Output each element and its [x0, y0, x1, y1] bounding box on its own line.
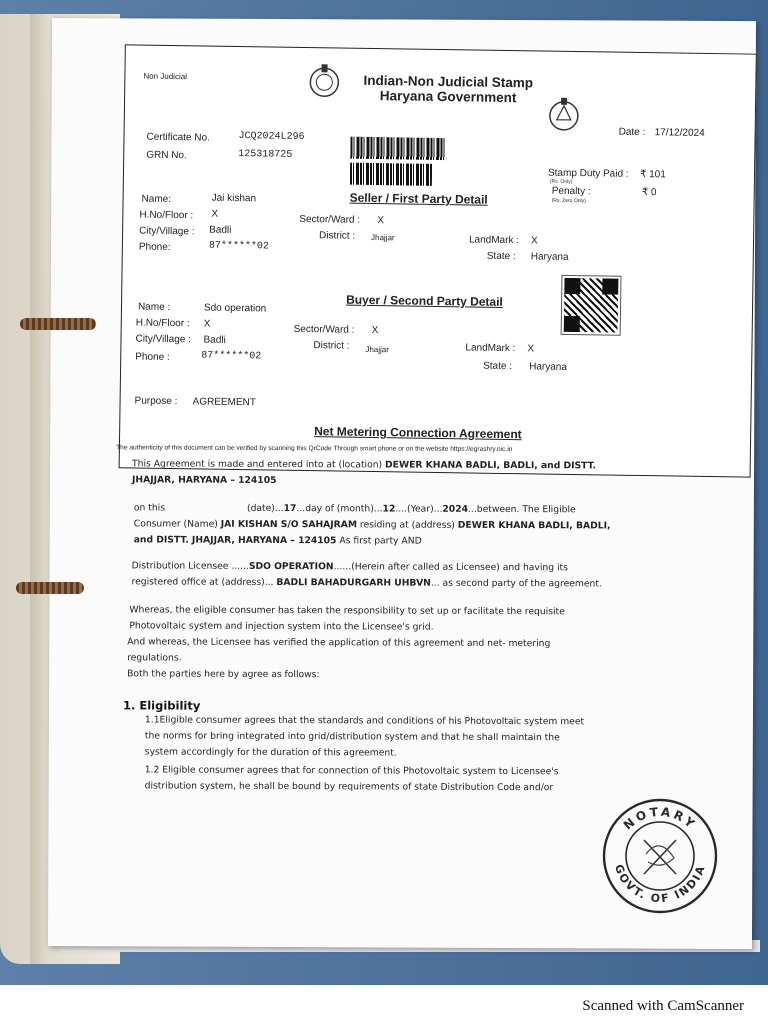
stamp-title-line1: Indian-Non Judicial Stamp — [363, 72, 534, 91]
seller-phone: 87******02 — [208, 240, 269, 253]
grn-label: GRN No. — [146, 149, 187, 162]
stamp-title — [353, 73, 543, 106]
binder-ring-top — [20, 318, 96, 330]
buyer-landmark-label: LandMark : — [465, 342, 516, 355]
buyer-sector: X — [371, 325, 379, 337]
buyer-landmark: X — [527, 343, 535, 355]
svg-text:GOVT. OF INDIA — [612, 863, 708, 906]
barcode-1 — [350, 137, 446, 160]
buyer-city: Badli — [203, 334, 226, 346]
purpose-label: Purpose : — [134, 395, 178, 408]
qr-code — [562, 276, 621, 335]
clause-1-1-line-3: system accordingly for the duration of this agreement. — [144, 746, 397, 759]
buyer-hno: X — [203, 318, 211, 330]
body-line-4: Consumer (Name) JAI KISHAN S/O SAHAJRAM residing at (address) DEWER KHANA BADLI, BADLI, — [133, 518, 611, 532]
seller-city: Badli — [209, 224, 232, 236]
seller-landmark-label: LandMark : — [468, 234, 520, 247]
date-label: Date : — [618, 126, 646, 139]
duty-value: ₹ 101 — [639, 168, 666, 181]
svg-text:NOTARY — [621, 805, 700, 833]
stamp-title-line2: Haryana Government — [379, 88, 517, 106]
seller-name-label: Name: — [141, 193, 172, 206]
seller-phone-label: Phone: — [138, 241, 171, 254]
seller-name: Jai kishan — [211, 192, 257, 205]
buyer-state-label: State : — [483, 360, 513, 373]
seller-district: Jhajjar — [370, 232, 395, 243]
clause-1-1-line-1: 1.1Eligible consumer agrees that the standards and conditions of his Photovoltaic system meet — [144, 714, 585, 728]
seller-hno: X — [211, 208, 219, 220]
buyer-name: Sdo operation — [203, 302, 267, 315]
haryana-emblem-icon — [547, 96, 582, 135]
body-line-7: registered office at (address)... BADLI BAHADURGARH UHBVN... as second party of the agreement. — [131, 576, 602, 590]
buyer-section-title: Buyer / Second Party Detail — [346, 292, 503, 309]
seller-district-label: District : — [318, 230, 356, 242]
buyer-name-label: Name : — [137, 301, 171, 314]
clause-1-2-line-1: 1.2 Eligible consumer agrees that for connection of this Photovoltaic system to Licensee's — [144, 764, 559, 778]
buyer-city-label: City/Village : — [135, 333, 191, 346]
duty-label: Stamp Duty Paid : — [547, 167, 629, 180]
clause-1-1-line-2: the norms for bring integrated into grid/distribution system and that he shall maintain the — [144, 730, 560, 744]
buyer-hno-label: H.No/Floor : — [135, 317, 190, 330]
barcode-2 — [350, 163, 432, 186]
penalty-label: Penalty : — [551, 185, 591, 198]
notary-top-text: NOTARY — [620, 804, 700, 833]
grn-value: 125318725 — [238, 149, 293, 161]
body-line-8: Whereas, the eligible consumer has taken the responsibility to set up or facilitate the requisite — [129, 604, 565, 618]
buyer-phone-label: Phone : — [135, 351, 170, 364]
buyer-phone: 87******02 — [201, 350, 262, 363]
agreement-title: Net Metering Connection Agreement — [314, 424, 522, 442]
seller-state-label: State : — [486, 250, 516, 263]
body-line-1: This Agreement is made and entered into at (location) DEWER KHANA BADLI, BADLI, and DISTT. — [132, 458, 597, 472]
certificate-value: JCQ2024L296 — [238, 131, 305, 143]
body-line-9: Photovoltaic system and injection system into the Licensee's grid. — [129, 620, 434, 633]
body-line-11: regulations. — [127, 652, 182, 664]
notary-seal-icon — [600, 796, 720, 916]
binder-ring-bottom — [16, 582, 84, 594]
body-line-12: Both the parties here by agree as follows: — [127, 668, 320, 681]
stamp-paper-header — [119, 44, 757, 477]
notary-bottom-text: GOVT. OF INDIA — [611, 862, 709, 906]
folder-spine — [30, 14, 50, 964]
buyer-district-label: District : — [313, 340, 350, 352]
body-line-3: on this (date)...17...day of (month)...12....(Year)...2024...between. The Eligible — [133, 502, 576, 516]
date-value: 17/12/2024 — [654, 127, 705, 139]
body-line-6: Distribution Licensee ......SDO OPERATION......(Herein after called as Licensee) and having its — [131, 560, 568, 574]
penalty-sub: (Rs. Zero Only) — [551, 197, 586, 205]
buyer-state: Haryana — [529, 361, 568, 373]
authenticity-note: The authenticity of this document can be verified by scanning this QrCode Through smart phone or on the website https://egrashry.nic.in — [116, 444, 513, 454]
purpose-value: AGREEMENT — [192, 396, 257, 409]
seller-city-label: City/Village : — [139, 225, 195, 238]
certificate-label: Certificate No. — [146, 131, 210, 144]
eligibility-heading: 1. Eligibility — [122, 698, 201, 713]
buyer-district: Jhajjar — [365, 344, 390, 355]
buyer-sector-label: Sector/Ward : — [293, 323, 355, 336]
body-line-10: And whereas, the Licensee has verified the application of this agreement and net- metering — [127, 636, 551, 650]
penalty-value: ₹ 0 — [641, 187, 657, 199]
seller-hno-label: H.No/Floor : — [139, 209, 194, 222]
non-judicial-label: Non Judicial — [143, 71, 188, 82]
seller-sector: X — [377, 215, 385, 227]
emblem-icon — [307, 62, 342, 101]
seller-section-title: Seller / First Party Detail — [349, 190, 488, 207]
body-line-5: and DISTT. JHAJJAR, HARYANA – 124105 As first party AND — [133, 534, 422, 547]
clause-1-2-line-2: distribution system, he shall be bound by requirements of state Distribution Code and/or — [144, 780, 554, 794]
scanner-watermark: Scanned with CamScanner — [582, 998, 744, 1014]
seller-landmark: X — [530, 235, 538, 247]
duty-sub: (Rs. Only) — [549, 178, 573, 185]
seller-sector-label: Sector/Ward : — [299, 213, 361, 226]
body-line-2: JHAJJAR, HARYANA – 124105 — [131, 474, 277, 486]
seller-state: Haryana — [530, 251, 569, 263]
